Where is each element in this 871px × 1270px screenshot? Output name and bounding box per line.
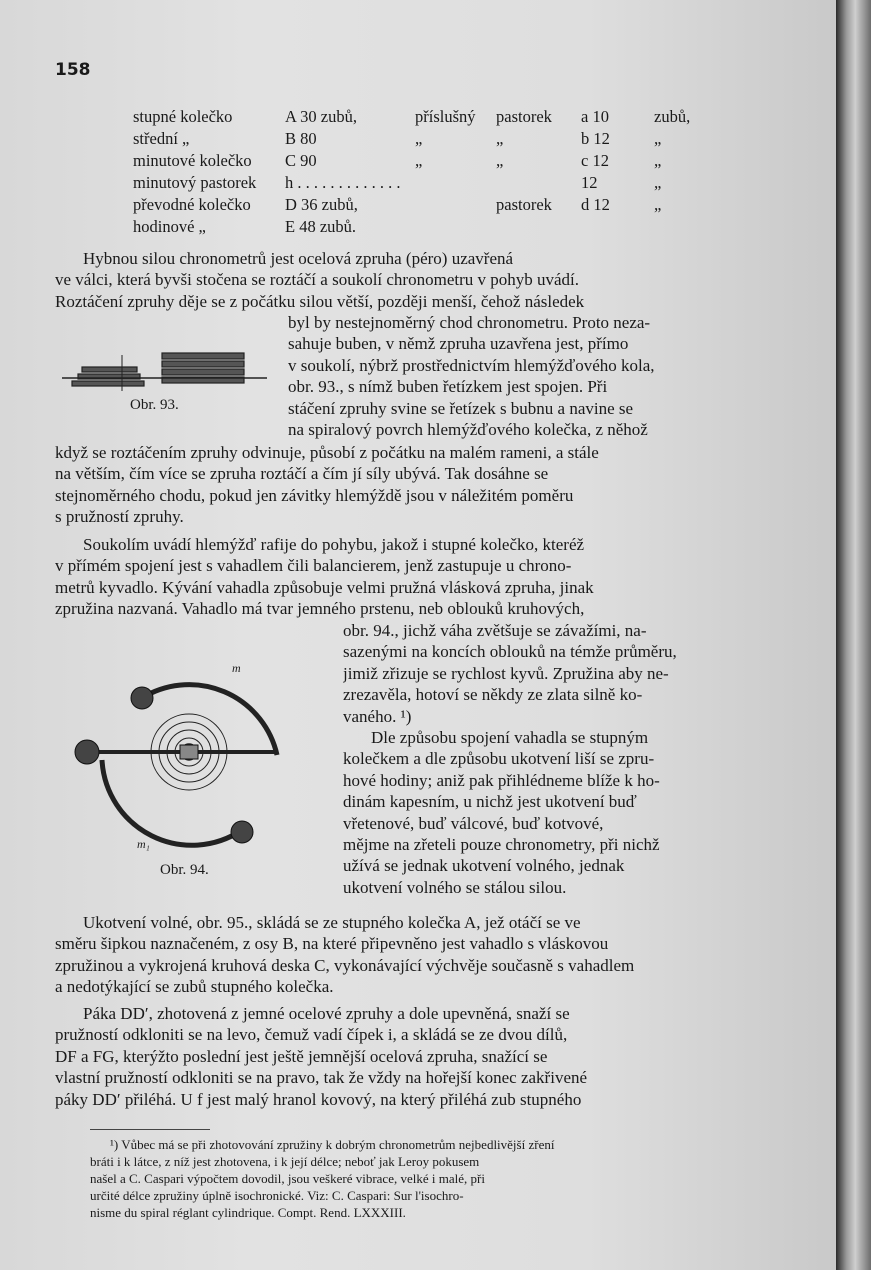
fig94-label-m: m	[232, 661, 241, 675]
text-line: v soukolí, nýbrž prostřednictvím hlemýžďového kola,	[288, 355, 655, 375]
text-line: na větším, čím více se zpruha roztáčí a čím jí síly ubývá. Tak dosáhne se	[55, 464, 549, 484]
gear-table-cell: příslušný	[415, 107, 476, 126]
gear-table-cell: „	[415, 151, 423, 170]
paragraph-2-narrow	[343, 620, 765, 727]
text-line: a nedotýkající se zubů stupného kolečka.	[55, 977, 334, 997]
footnote-line: našel a C. Caspari výpočtem dovodil, jsou veškeré vibrace, velké i malé, při	[90, 1171, 485, 1186]
gear-table-cell: minutové kolečko	[133, 151, 252, 170]
paragraph-3-narrow	[343, 727, 765, 898]
footnote-line: určité délce zpružiny úplně isochronické. Viz: C. Caspari: Sur l'isochro-	[90, 1188, 464, 1203]
text-line: zpružinou a vykrojená kruhová deska C, vykonávající výchvěje současně s vahadlem	[55, 955, 635, 975]
text-line: užívá se jednak ukotvení volného, jednak	[343, 856, 625, 876]
footnote-line: ¹) Vůbec má se při zhotovování zpružiny k dobrým chronometrům nejbedlivější zření	[110, 1137, 555, 1152]
text-line: s pružností zpruhy.	[55, 507, 184, 527]
gear-table-cell: minutový pastorek	[133, 173, 257, 192]
text-line: pružností odkloniti se na levo, čemuž vadí čípek i, a skládá se ze dvou dílů,	[55, 1025, 568, 1045]
gear-table-cell: b 12	[581, 129, 610, 148]
gear-table-cell: zubů,	[654, 107, 691, 126]
gear-table-cell: stupné kolečko	[133, 107, 233, 126]
footnote-line: nisme du spiral réglant cylindrique. Compt. Rend. LXXXIII.	[90, 1205, 406, 1220]
fig94-label-m1: m₁	[137, 837, 150, 851]
gear-table-cell: „	[654, 173, 662, 192]
gear-table-cell: střední „	[133, 129, 190, 148]
gear-table-cell: E 48 zubů.	[285, 217, 357, 236]
text-line: na spiralový povrch hlemýžďového kolečka, z něhož	[288, 420, 648, 440]
gear-table-cell: pastorek	[496, 195, 552, 214]
gear-table-cell: D 36 zubů,	[285, 195, 358, 214]
figure-93-caption: Obr. 93.	[130, 397, 179, 413]
text-line: vlastní pružností odkloniti se na pravo, tak že vždy na hořejší konec zakřivené	[55, 1068, 588, 1088]
text-line: kolečkem a dle způsobu ukotvení liší se zpru-	[343, 749, 655, 769]
text-line: sazenými na koncích oblouků na témže průměru,	[343, 642, 677, 662]
footnote	[90, 1136, 768, 1221]
gear-table-cell: „	[654, 195, 662, 214]
text-line: byl by nestejnoměrný chod chronometru. Proto neza-	[288, 313, 651, 332]
text-line: zpružina nazvaná. Vahadlo má tvar jemného prstenu, neb oblouků kruhových,	[55, 599, 585, 619]
text-line: Ukotvení volné, obr. 95., skládá se ze stupného kolečka A, jež otáčí se ve	[83, 913, 581, 932]
paragraph-1-full	[55, 248, 765, 312]
paragraph-1-narrow	[288, 312, 766, 440]
text-line: obr. 94., jichž váha zvětšuje se závažími, na-	[343, 621, 647, 640]
text-line: mějme na zřeteli pouze chronometry, při nichž	[343, 835, 660, 855]
paragraph-1-tail	[55, 442, 765, 528]
text-line: Roztáčení zpruhy děje se z počátku silou větší, později menší, čehož následek	[55, 291, 585, 311]
text-line: metrů kyvadlo. Kývání vahadla způsobuje velmi pružná vlásková zpruha, jinak	[55, 577, 594, 597]
gear-table-cell: h . . . . . . . . . . . . .	[285, 173, 401, 192]
text-line: zrezavěla, hotoví se někdy ze zlata silně ko-	[343, 685, 643, 705]
gear-table-cell: a 10	[581, 107, 609, 126]
figure-94-caption: Obr. 94.	[160, 862, 209, 878]
text-line: Páka DD′, zhotovená z jemné ocelové zpruhy a dole upevněná, snaží se	[83, 1004, 570, 1023]
gear-table-cell: c 12	[581, 151, 609, 170]
page-number: 158	[55, 60, 91, 80]
text-line: stejnoměrného chodu, pokud jen závitky hlemýždě jsou v náležitém poměru	[55, 485, 574, 505]
text-line: Dle způsobu spojení vahadla se stupným	[371, 728, 649, 747]
text-line: v přímém spojení jest s vahadlem čili balancierem, jenž zastupuje u chrono-	[55, 556, 572, 576]
paragraph-4	[55, 912, 765, 998]
gear-table-cell: „	[415, 129, 423, 148]
text-line: páky DD′ přiléhá. U f jest malý hranol kovový, na který přiléhá zub stupného	[55, 1089, 582, 1109]
paragraph-2-full	[55, 534, 765, 620]
gear-table-cell: 12	[581, 173, 598, 192]
figure-93-barrel-chain	[62, 345, 272, 395]
text-line: sahuje buben, v němž zpruha uzavřena jest, přímo	[288, 334, 629, 354]
text-line: když se roztáčením zpruhy odvinuje, působí z počátku na malém rameni, a stále	[55, 443, 599, 462]
text-line: jimiž zřizuje se rychlost kyvů. Zpružina aby ne-	[343, 663, 669, 683]
gear-table-cell: C 90	[285, 151, 317, 170]
gear-table-cell: „	[654, 151, 662, 170]
text-line: směru šipkou naznačeném, z osy B, na které připevněno jest vahadlo s vláskovou	[55, 934, 609, 954]
paragraph-5	[55, 1003, 765, 1110]
text-line: obr. 93., s nímž buben řetízkem jest spojen. Při	[288, 377, 608, 397]
figure-94-balance-wheel	[72, 660, 292, 865]
footnote-line: bráti i k látce, z níž jest zhotovena, i k její délce; neboť jak Leroy pokusem	[90, 1154, 480, 1169]
gear-table-cell: převodné kolečko	[133, 195, 251, 214]
text-line: ukotvení volného se stálou silou.	[343, 877, 567, 897]
text-line: vaného. ¹)	[343, 706, 412, 726]
gear-table-cell: A 30 zubů,	[285, 107, 357, 126]
text-line: DF a FG, kterýžto poslední jest ještě jemnější ocelová zpruha, snažící se	[55, 1046, 548, 1066]
text-line: hové hodiny; aniž pak přihlédneme blíže k ho-	[343, 770, 660, 790]
page-edge	[836, 0, 871, 1270]
gear-table-cell: d 12	[581, 195, 610, 214]
gear-table-cell: „	[496, 151, 504, 170]
gear-table-cell: B 80	[285, 129, 317, 148]
gear-table-cell: pastorek	[496, 107, 552, 126]
text-line: stáčení zpruhy svine se řetízek s bubnu a navine se	[288, 398, 634, 418]
text-line: ve válci, která byvši stočena se roztáčí a soukolí chronometru v pohyb uvádí.	[55, 270, 580, 290]
text-line: vřetenové, buď válcové, buď kotvové,	[343, 813, 604, 833]
text-line: dinám kapesním, u nichž jest ukotvení buď	[343, 792, 637, 812]
gear-table-cell: „	[654, 129, 662, 148]
text-line: Hybnou silou chronometrů jest ocelová zpruha (péro) uzavřená	[83, 249, 514, 268]
text-line: Soukolím uvádí hlemýžď rafije do pohybu, jakož i stupné kolečko, kteréž	[83, 535, 585, 554]
gear-table-cell: hodinové „	[133, 217, 206, 236]
footnote-rule	[90, 1129, 210, 1130]
gear-table-cell: „	[496, 129, 504, 148]
